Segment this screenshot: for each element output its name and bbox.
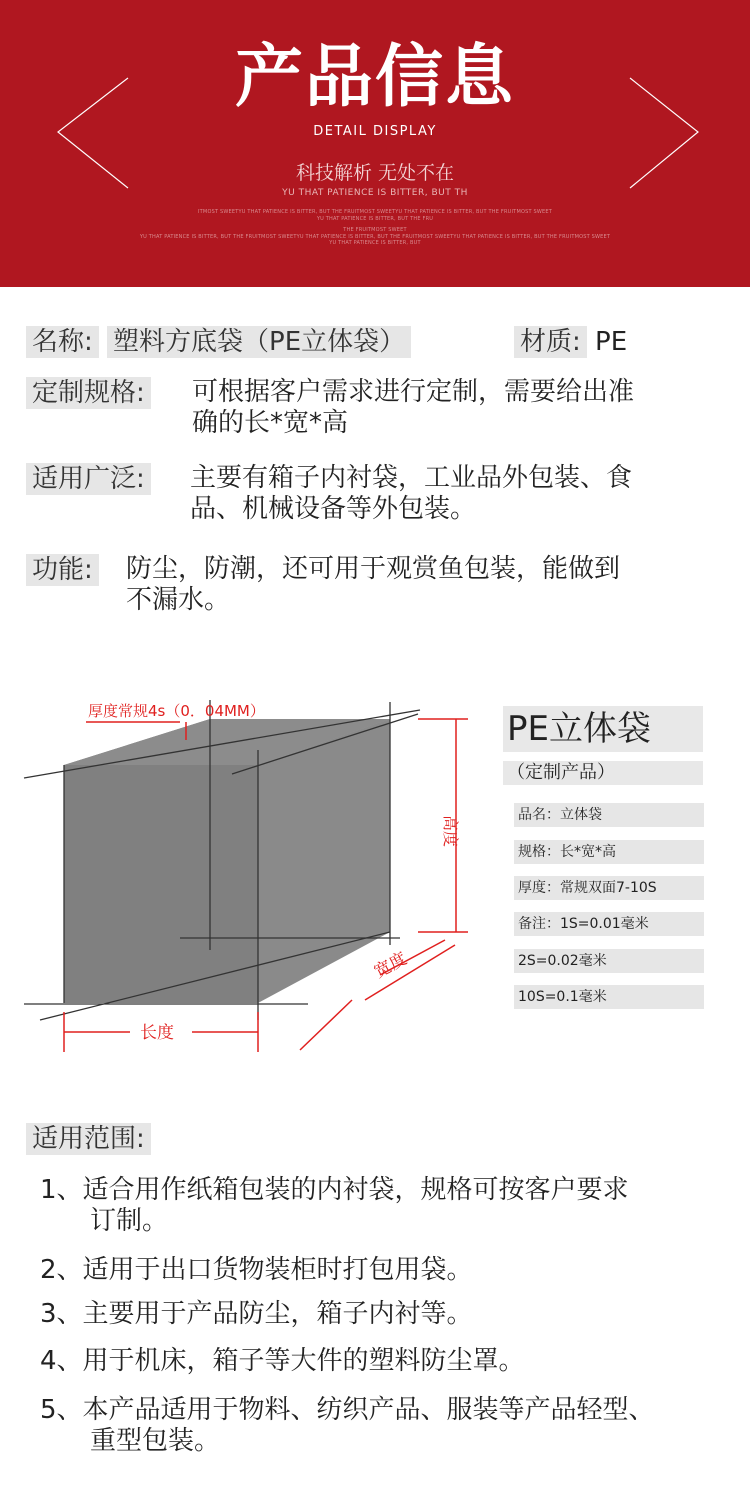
custom-label: 定制规格:	[26, 377, 151, 409]
custom-row	[26, 377, 151, 409]
spec-item: 10S=0.1毫米	[514, 985, 704, 1009]
header-banner	[0, 0, 750, 287]
spec-item: 备注：1S=0.01毫米	[514, 912, 704, 936]
spec-item: 2S=0.02毫米	[514, 949, 704, 973]
banner-fine-text: ITMOST SWEETYU THAT PATIENCE IS BITTER, BUT THE FRUITMOST SWEETYU THAT PATIENCE IS BITTER, BUT THE FRUITMOST SWEET	[198, 209, 552, 215]
list-item: 2、适用于出口货物装柜时打包用袋。	[40, 1255, 473, 1285]
material-row	[514, 326, 627, 358]
usage-row	[26, 463, 151, 495]
banner-fine-text: THE FRUITMOST SWEET	[343, 227, 407, 233]
height-label: 高度	[441, 815, 460, 848]
banner-fine-text: YU THAT PATIENCE IS BITTER, BUT	[329, 240, 421, 246]
custom-value-line2: 确的长*宽*高	[192, 408, 349, 438]
custom-value-line1: 可根据客户需求进行定制，需要给出准	[192, 377, 635, 407]
usage-label: 适用广泛:	[26, 463, 151, 495]
scope-heading	[26, 1123, 151, 1155]
material-label: 材质:	[514, 326, 587, 358]
banner-title: 产品信息	[234, 38, 515, 117]
list-item: 4、用于机床，箱子等大件的塑料防尘罩。	[40, 1346, 525, 1376]
width-label: 宽度	[370, 948, 411, 983]
banner-fine-text: YU THAT PATIENCE IS BITTER, BUT THE FRUITMOST SWEETYU THAT PATIENCE IS BITTER, BUT THE FRUITMOST SWEETYU THAT PATIENCE IS BITTER, BUT THE FRUITMOST SWEET	[139, 234, 611, 240]
bag-front-face	[64, 765, 258, 1003]
name-label: 名称:	[26, 326, 99, 358]
list-item-cont: 重型包装。	[90, 1426, 221, 1456]
function-row	[26, 554, 99, 586]
usage-value-line2: 品、机械设备等外包装。	[190, 494, 477, 524]
banner-slogan-en: YU THAT PATIENCE IS BITTER, BUT TH	[282, 188, 468, 198]
banner-fine-text: YU THAT PATIENCE IS BITTER, BUT THE FRU	[316, 216, 434, 222]
usage-value-line1: 主要有箱子内衬袋，工业品外包装、食	[190, 463, 633, 493]
list-item: 1、适合用作纸箱包装的内衬袋，规格可按客户要求	[40, 1175, 629, 1205]
panel-tag: （定制产品）	[503, 761, 703, 785]
list-item: 3、主要用于产品防尘，箱子内衬等。	[40, 1299, 473, 1329]
list-item-cont: 订制。	[90, 1206, 169, 1236]
function-value-line1: 防尘，防潮，还可用于观赏鱼包装，能做到	[126, 554, 621, 584]
length-label: 长度	[140, 1023, 174, 1043]
list-item: 5、本产品适用于物料、纺织产品、服装等产品轻型、	[40, 1395, 655, 1425]
function-value-line2: 不漏水。	[126, 585, 231, 615]
spec-item: 规格：长*宽*高	[514, 840, 704, 864]
banner-slogan: 科技解析 无处不在	[295, 162, 455, 184]
function-label: 功能:	[26, 554, 99, 586]
material-value: PE	[595, 327, 628, 357]
spec-item: 品名：立体袋	[514, 803, 704, 827]
name-row	[26, 326, 411, 358]
banner-subtitle: DETAIL DISPLAY	[313, 124, 437, 139]
spec-item: 厚度：常规双面7-10S	[514, 876, 704, 900]
panel-title: PE立体袋	[503, 706, 703, 752]
thickness-label: 厚度常规4s（0．04MM）	[88, 702, 265, 720]
scope-label: 适用范围:	[26, 1123, 151, 1155]
name-value: 塑料方底袋（PE立体袋）	[107, 326, 411, 358]
